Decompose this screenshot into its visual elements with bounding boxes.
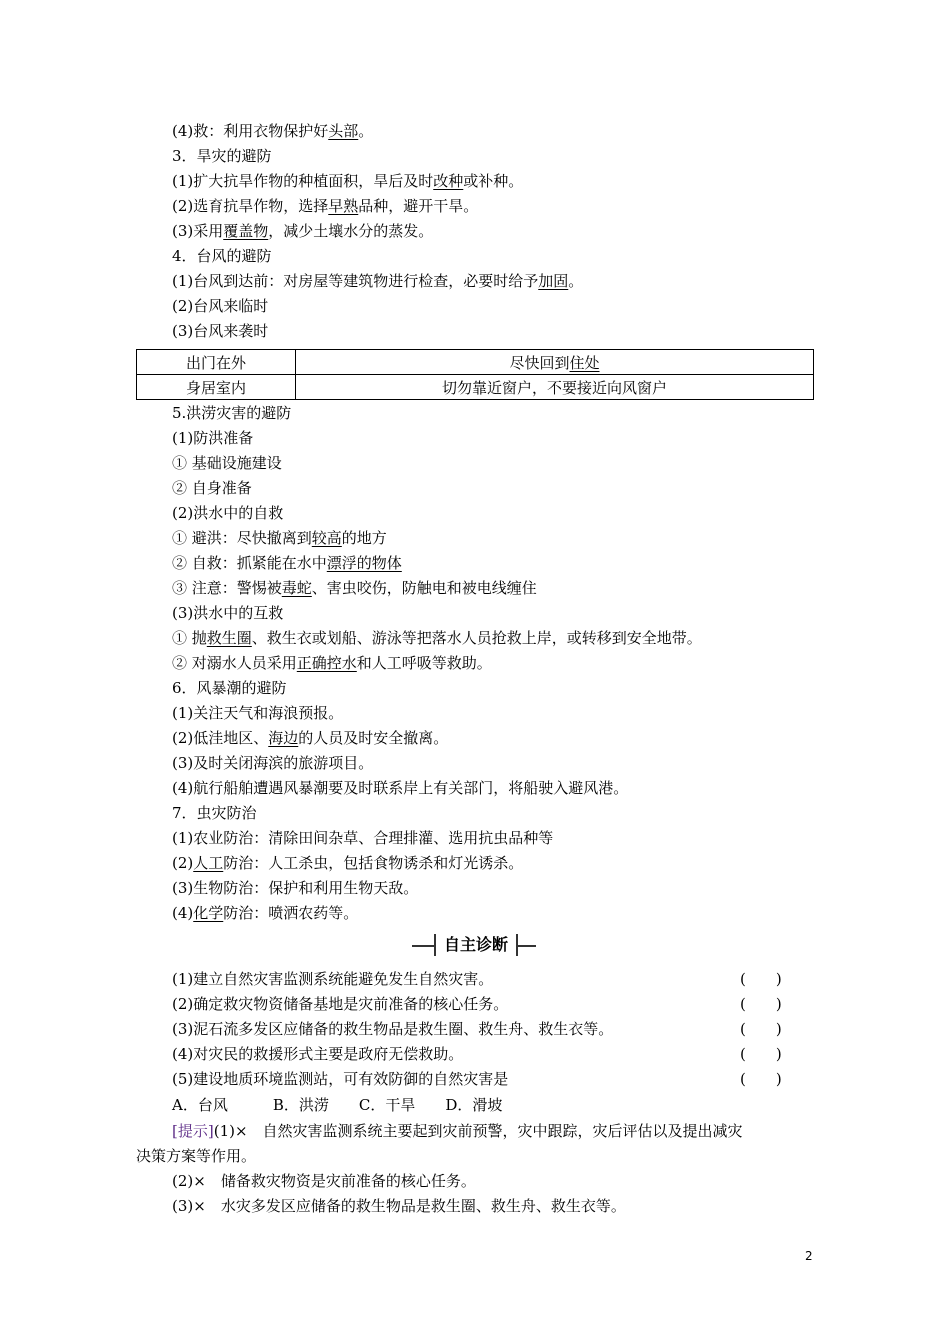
text-line: (4)救：利用衣物保护好头部。 xyxy=(172,122,374,140)
question-options: A．台风 B．洪涝 C．干旱 D．滑坡 xyxy=(172,1096,503,1114)
banner-title: 自主诊断 xyxy=(434,934,518,956)
text-line: (4)航行船舶遭遇风暴潮要及时联系岸上有关部门，将船驶入避风港。 xyxy=(172,779,629,797)
table-cell: 出门在外 xyxy=(137,350,296,375)
hint-line: (2)× 储备救灾物资是灾前准备的核心任务。 xyxy=(172,1172,476,1190)
section-heading: 3．旱灾的避防 xyxy=(172,147,272,165)
table-cell: 身居室内 xyxy=(137,375,296,400)
question-item: (2)确定救灾物资储备基地是灾前准备的核心任务。 xyxy=(172,995,509,1013)
page-number: 2 xyxy=(805,1249,813,1263)
text-line: ③ 注意：警惕被毒蛇、害虫咬伤，防触电和被电线缠住 xyxy=(172,579,537,597)
question-item: (4)对灾民的救援形式主要是政府无偿救助。 xyxy=(172,1045,464,1063)
answer-bracket: ( ) xyxy=(740,970,782,988)
section-heading: 5.洪涝灾害的避防 xyxy=(172,404,292,422)
section-banner xyxy=(412,932,536,960)
text-line: ① 避洪：尽快撤离到较高的地方 xyxy=(172,529,387,547)
text-line: (1)农业防治：清除田间杂草、合理排灌、选用抗虫品种等 xyxy=(172,829,554,847)
text-line: (2)选育抗旱作物，选择早熟品种，避开干旱。 xyxy=(172,197,479,215)
text-line: (3)台风来袭时 xyxy=(172,322,269,340)
text-line: (1)关注天气和海浪预报。 xyxy=(172,704,344,722)
hint-label: [提示] xyxy=(172,1122,214,1140)
table-row xyxy=(137,350,814,375)
text-line: (1)台风到达前：对房屋等建筑物进行检查，必要时给予加固。 xyxy=(172,272,584,290)
text-line: (3)采用覆盖物，减少土壤水分的蒸发。 xyxy=(172,222,434,240)
text-line: (3)及时关闭海滨的旅游项目。 xyxy=(172,754,374,772)
answer-bracket: ( ) xyxy=(740,1020,782,1038)
text-line: ① 基础设施建设 xyxy=(172,454,282,472)
section-heading: 4．台风的避防 xyxy=(172,247,272,265)
text-line: ② 自救：抓紧能在水中漂浮的物体 xyxy=(172,554,402,572)
section-heading: 7．虫灾防治 xyxy=(172,804,257,822)
question-item: (5)建设地质环境监测站，可有效防御的自然灾害是 xyxy=(172,1070,509,1088)
answer-bracket: ( ) xyxy=(740,995,782,1013)
answer-bracket: ( ) xyxy=(740,1070,782,1088)
hint-line: 决策方案等作用。 xyxy=(136,1147,257,1165)
question-item: (1)建立自然灾害监测系统能避免发生自然灾害。 xyxy=(172,970,494,988)
text-line: ② 自身准备 xyxy=(172,479,252,497)
table-row xyxy=(137,375,814,400)
answer-bracket: ( ) xyxy=(740,1045,782,1063)
text-line: (1)防洪准备 xyxy=(172,429,254,447)
typhoon-table xyxy=(136,349,814,400)
text-line: (2)台风来临时 xyxy=(172,297,269,315)
hint-line: [提示](1)× 自然灾害监测系统主要起到灾前预警，灾中跟踪，灾后评估以及提出减灾 xyxy=(172,1122,743,1140)
table-cell: 切勿靠近窗户，不要接近向风窗户 xyxy=(296,375,814,400)
text-line: (3)生物防治：保护和利用生物天敌。 xyxy=(172,879,419,897)
text-line: ② 对溺水人员采用正确控水和人工呼吸等救助。 xyxy=(172,654,492,672)
text-line: (2)人工防治：人工杀虫，包括食物诱杀和灯光诱杀。 xyxy=(172,854,524,872)
table-cell: 尽快回到住处 xyxy=(296,350,814,375)
text-line: (2)低洼地区、海边的人员及时安全撤离。 xyxy=(172,729,449,747)
hint-line: (3)× 水灾多发区应储备的救生物品是救生圈、救生舟、救生衣等。 xyxy=(172,1197,626,1215)
text-line: (3)洪水中的互救 xyxy=(172,604,284,622)
text-line: (4)化学防治：喷洒农药等。 xyxy=(172,904,359,922)
text-line: (1)扩大抗旱作物的种植面积，旱后及时改种或补种。 xyxy=(172,172,524,190)
question-item: (3)泥石流多发区应储备的救生物品是救生圈、救生舟、救生衣等。 xyxy=(172,1020,614,1038)
text-line: (2)洪水中的自救 xyxy=(172,504,284,522)
text-line: ① 抛救生圈、救生衣或划船、游泳等把落水人员抢救上岸，或转移到安全地带。 xyxy=(172,629,702,647)
section-heading: 6．风暴潮的避防 xyxy=(172,679,287,697)
